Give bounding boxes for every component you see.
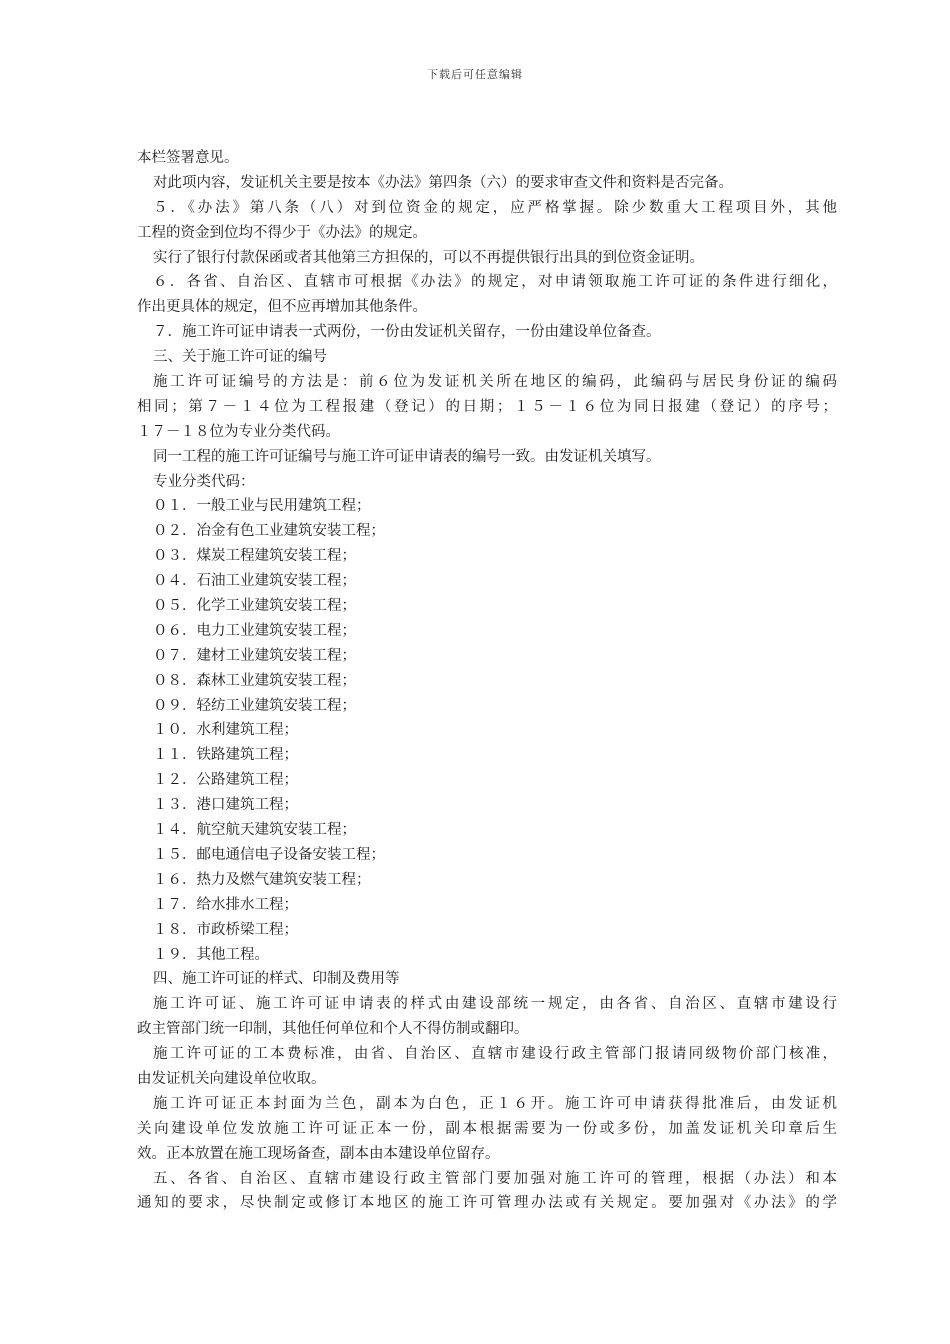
text-line: ０７．建材工业建筑安装工程； [153, 647, 356, 664]
text-line: １９．其他工程。 [153, 946, 269, 963]
text-line: 效。正本放置在施工现场备查，副本由本建设单位留存。 [137, 1145, 500, 1162]
text-line: ０６．电力工业建筑安装工程； [153, 622, 356, 639]
text-line: ５．《办法》第八条（八）对到位资金的规定，应严格掌握。除少数重大工程项目外，其他 [153, 199, 837, 216]
text-line: 本栏签署意见。 [137, 150, 239, 166]
text-line: 施工许可证正本封面为兰色，副本为白色，正１６开。施工许可申请获得批准后，由发证机 [153, 1095, 837, 1112]
text-line: 对此项内容，发证机关主要是按本《办法》第四条（六）的要求审查文件和资料是否完备。 [153, 174, 733, 191]
text-line: １７．给水排水工程； [153, 896, 298, 913]
text-line: 专业分类代码： [153, 473, 255, 490]
text-line: ０５．化学工业建筑安装工程； [153, 598, 356, 615]
text-line: ０４．石油工业建筑安装工程； [153, 573, 356, 590]
text-line: 由发证机关向建设单位收取。 [137, 1070, 326, 1087]
text-line: １１．铁路建筑工程； [153, 747, 298, 764]
text-line: １６．热力及燃气建筑安装工程； [153, 871, 371, 888]
page-header: 下载后可任意编辑 [427, 68, 523, 81]
text-line: １７－１８位为专业分类代码。 [137, 423, 340, 440]
text-line: 关向建设单位发放施工许可证正本一份，副本根据需要为一份或多份，加盖发证机关印章后生 [137, 1120, 837, 1137]
text-line: １８．市政桥梁工程； [153, 921, 298, 938]
text-line: １２．公路建筑工程； [153, 772, 298, 789]
text-line: 五、各省、自治区、直辖市建设行政主管部门要加强对施工许可的管理，根据（办法）和本 [153, 1170, 837, 1187]
text-line: 工程的资金到位均不得少于《办法》的规定。 [137, 224, 427, 241]
text-line: ７．施工许可证申请表一式两份，一份由发证机关留存，一份由建设单位备查。 [153, 324, 661, 341]
text-line: ０９．轻纺工业建筑安装工程； [153, 697, 356, 714]
text-line: 施工许可证的工本费标准，由省、自治区、直辖市建设行政主管部门报请同级物价部门核准， [153, 1046, 837, 1063]
text-line: 作出更具体的规定，但不应再增加其他条件。 [137, 299, 427, 316]
text-line: １５．邮电通信电子设备安装工程； [153, 846, 385, 863]
text-line: 三、关于施工许可证的编号 [153, 349, 327, 366]
text-line: １３．港口建筑工程； [153, 797, 298, 814]
text-line: 施工许可证编号的方法是：前６位为发证机关所在地区的编码，此编码与居民身份证的编码 [153, 374, 837, 391]
text-line: 同一工程的施工许可证编号与施工许可证申请表的编号一致。由发证机关填写。 [153, 448, 661, 465]
text-line: 实行了银行付款保函或者其他第三方担保的，可以不再提供银行出具的到位资金证明。 [153, 249, 704, 266]
text-line: ０８．森林工业建筑安装工程； [153, 672, 356, 689]
text-line: 相同；第７－１４位为工程报建（登记）的日期；１５－１６位为同日报建（登记）的序号； [137, 398, 837, 415]
text-line: 四、施工许可证的样式、印制及费用等 [153, 971, 400, 988]
text-line: ０３．煤炭工程建筑安装工程； [153, 548, 356, 565]
document-body [137, 146, 837, 1216]
text-line: 施工许可证、施工许可证申请表的样式由建设部统一规定，由各省、自治区、直辖市建设行 [153, 996, 837, 1013]
text-line: １４．航空航天建筑安装工程； [153, 822, 356, 839]
text-line: １０．水利建筑工程； [153, 722, 298, 739]
text-line: ６．各省、自治区、直辖市可根据《办法》的规定，对申请领取施工许可证的条件进行细化， [153, 274, 837, 291]
text-line: 政主管部门统一印制，其他任何单位和个人不得仿制或翻印。 [137, 1021, 529, 1038]
text-line: ０１．一般工业与民用建筑工程； [153, 498, 371, 515]
text-line: ０２．冶金有色工业建筑安装工程； [153, 523, 385, 540]
text-line: 通知的要求，尽快制定或修订本地区的施工许可管理办法或有关规定。要加强对《办法》的学 [137, 1195, 837, 1212]
